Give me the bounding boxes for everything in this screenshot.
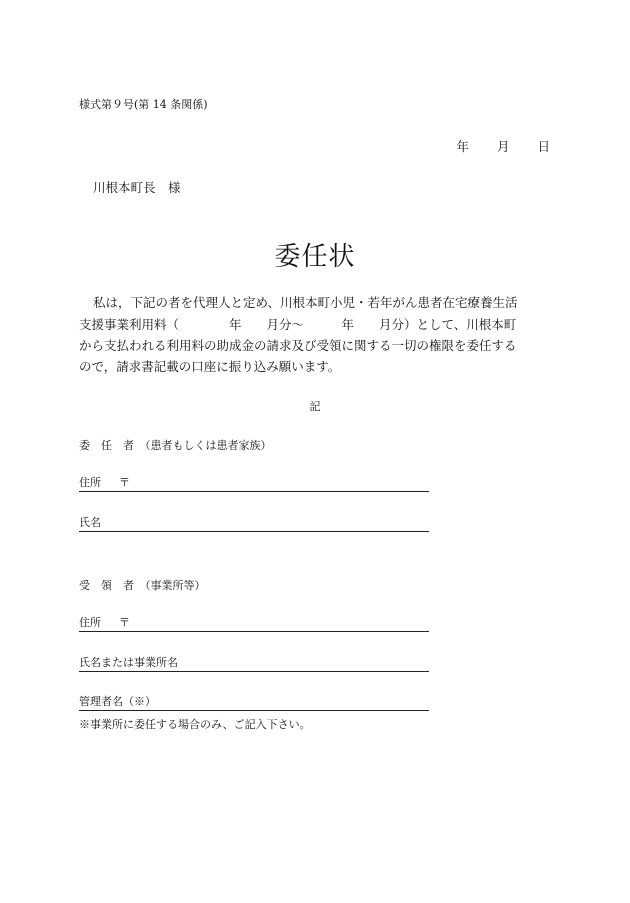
delegate-name-label: 氏名 xyxy=(79,516,101,529)
body-line-1: 私は，下記の者を代理人と定め、川根本町小児・若年がん患者在宅療養生活 xyxy=(93,295,518,310)
delegate-name-field[interactable] xyxy=(79,514,429,532)
delegate-heading: 委 任 者 （患者もしくは患者家族） xyxy=(79,439,272,452)
footnote: ※事業所に委任する場合のみ、ご記入下さい。 xyxy=(79,718,311,731)
receiver-manager-label: 管理者名（※） xyxy=(79,695,156,708)
addressee: 川根本町長 様 xyxy=(93,180,181,195)
delegate-postal-mark: 〒 xyxy=(119,476,130,489)
body-line-2: 支援事業利用料（ 年 月分～ 年 月分）として、川根本町 xyxy=(79,317,517,332)
receiver-manager-field[interactable] xyxy=(79,693,429,711)
date-day-label: 日 xyxy=(537,139,550,154)
date-month-label: 月 xyxy=(496,139,510,154)
date-year-label: 年 xyxy=(456,139,469,154)
receiver-name-field[interactable] xyxy=(79,654,429,672)
delegate-address-field[interactable] xyxy=(79,474,429,492)
receiver-address-field[interactable] xyxy=(79,614,429,632)
receiver-postal-mark: 〒 xyxy=(119,616,130,629)
form-number: 様式第９号(第 14 条関係) xyxy=(79,98,208,111)
date-line xyxy=(456,137,550,155)
receiver-address-label: 住所 xyxy=(79,616,101,629)
receiver-name-label: 氏名または事業所名 xyxy=(79,656,178,669)
delegate-address-label: 住所 xyxy=(79,476,101,489)
kigo-heading: 記 xyxy=(309,400,321,413)
receiver-heading: 受 領 者 （事業所等） xyxy=(79,579,206,592)
document-title: 委任状 xyxy=(274,242,356,272)
body-line-3: から支払われる利用料の助成金の請求及び受領に関する一切の権限を委任する xyxy=(79,338,517,353)
body-line-4: ので，請求書記載の口座に振り込み願います。 xyxy=(79,359,341,374)
